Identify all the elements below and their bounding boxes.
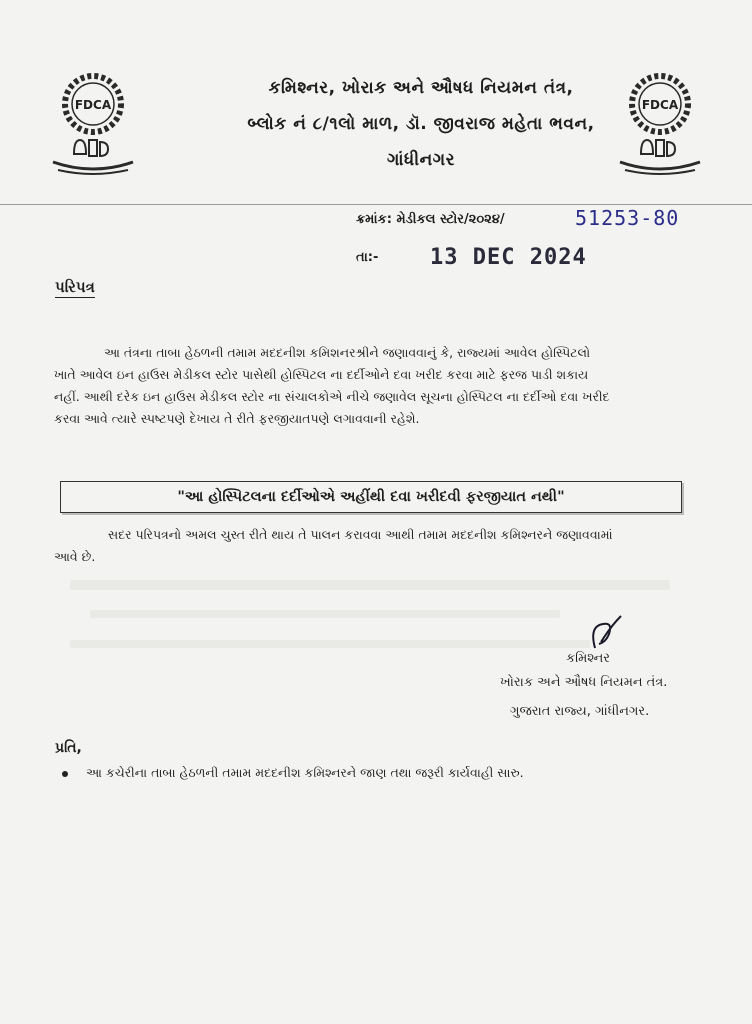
paragraph-line: સદર પરિપત્રનો અમલ ચુસ્ત રીતે થાય તે પાલન કરાવવા આથી તમામ મદદનીશ કમિશ્નરને જણાવવામાં [108,527,613,542]
bleed-through [90,610,560,618]
signatory-state: ગુજરાત રાજ્ય, ગાંધીનગર. [510,704,650,719]
reference-number-handwritten: 51253-80 [575,206,680,230]
header-divider [0,204,752,205]
paragraph-line: કરવા આવે ત્યારે સ્પષ્ટપણે દેખાય તે રીતે ફરજીયાતપણે લગાવવાની રહેશે. [54,411,420,426]
bleed-through [70,580,670,590]
logo-text: FDCA [74,98,112,112]
body-paragraph-1 [54,342,734,430]
paragraph-line: નહીં. આથી દરેક ઇન હાઉસ મેડીકલ સ્ટોર ના સંચાલકોએ નીચે જણાવેલ સૂચના હોસ્પિટલ ના દર્દીઓ દવા ખરીદ [54,389,610,404]
office-name: કમિશ્નર, ખોરાક અને ઔષધ નિયમન તંત્ર, [268,78,574,98]
circular-heading: પરિપત્ર [55,278,95,296]
paragraph-line: આવે છે. [54,549,96,564]
date-label: તા:- [356,250,379,265]
office-city: ગાંધીનગર [386,150,455,170]
copy-to-label: પ્રતિ, [55,740,82,756]
office-address: બ્લોક નં ૮/૧લો માળ, ડૉ. જીવરાજ મહેતા ભવન, [247,114,595,134]
signatory-department: ખોરાક અને ઔષધ નિયમન તંત્ર. [500,675,668,690]
bullet-icon [62,771,68,777]
reference-number-label: ક્રમાંક: મેડીકલ સ્ટોર/૨૦૨૪/ [356,212,505,227]
logo-text: FDCA [641,98,679,112]
bleed-through [70,640,590,648]
paragraph-line: આ તંત્રના તાબા હેઠળની તમામ મદદનીશ કમિશનરશ્રીને જણાવવાનું કે, રાજ્યમાં આવેલ હોસ્પિટલો [104,345,591,360]
date-stamp: 13 DEC 2024 [430,245,587,270]
notice-box: "આ હોસ્પિટલના દર્દીઓએ અહીંથી દવા ખરીદવી ફરજીયાત નથી" [60,481,682,513]
signatory-title: કમિશ્નર [566,651,611,666]
body-paragraph-2 [54,524,734,568]
copy-to-item: આ કચેરીના તાબા હેઠળની તમામ મદદનીશ કમિશ્નરને જાણ તથા જરૂરી કાર્યવાહી સારુ. [86,765,524,780]
paragraph-line: ખાતે આવેલ ઇન હાઉસ મેડીકલ સ્ટોર પાસેથી હોસ્પિટલ ના દર્દીઓને દવા ખરીદ કરવા માટે ફરજ પાડી શકાય [54,367,589,382]
